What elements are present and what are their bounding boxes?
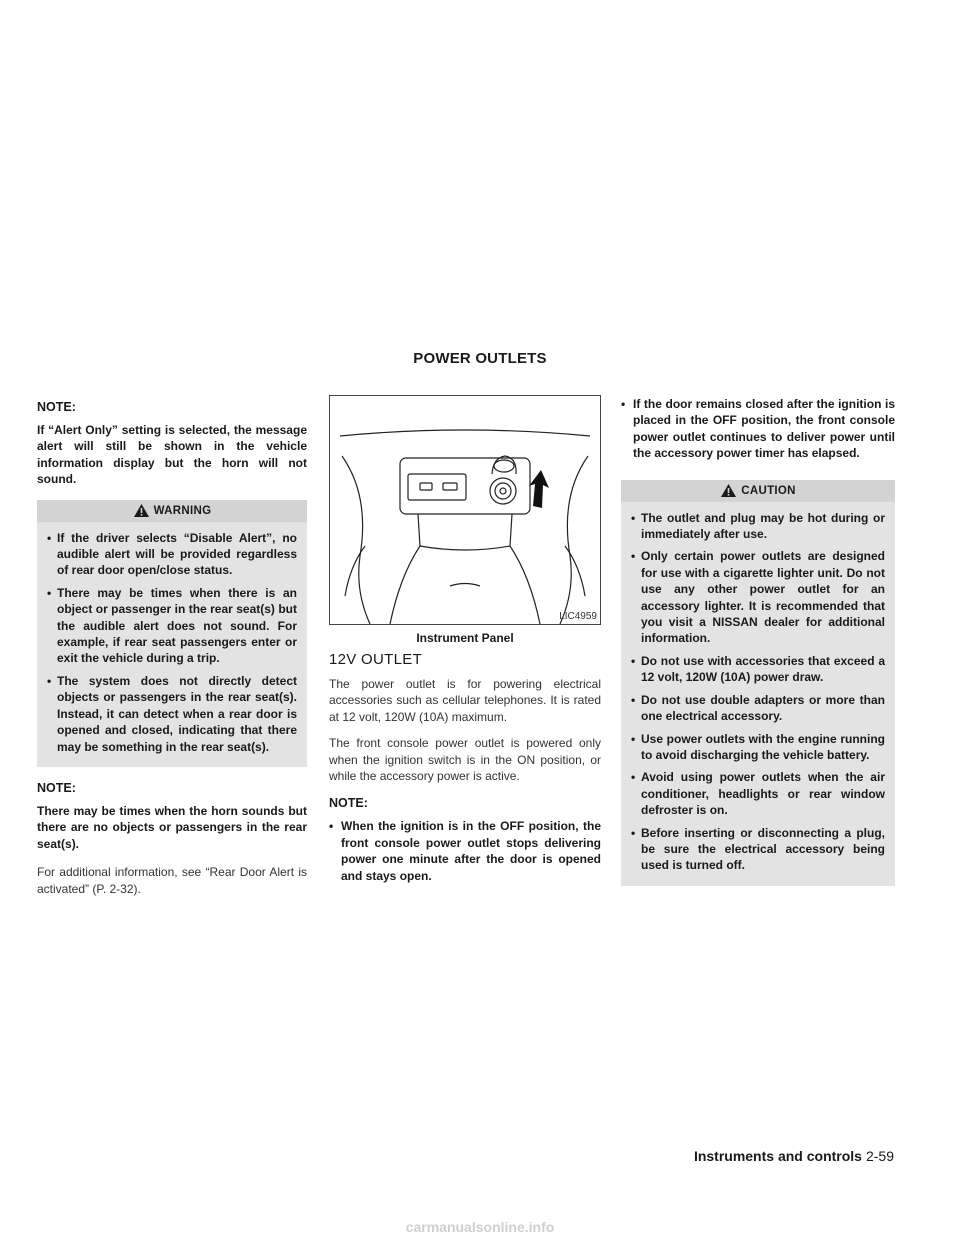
paragraph: The front console power outlet is powered only when the ignition switch is in the ON position, or while the accessory power is active. [329,736,601,784]
list-item: • The system does not directly detect objects or passengers in the rear seat(s). Instead, it can detect when a rear door is opened and closed, indicating that there may be something in the rear seat(s). [47,673,297,755]
warning-box [37,500,307,767]
instrument-panel-figure [329,395,601,625]
figure-code: LIC4959 [559,611,597,622]
note-text: If “Alert Only” setting is selected, the message alert will still be shown in the vehicle information display but the horn will not sound. [37,423,307,487]
list-item: • Do not use double adapters or more than one electrical accessory. [631,692,885,725]
note-list [621,396,895,462]
instrument-panel-illustration [330,396,600,624]
warning-list [37,522,307,755]
note-label: NOTE: [37,780,76,795]
caution-icon [720,483,737,498]
list-item: • Do not use with accessories that exceed a 12 volt, 120W (10A) power draw. [631,653,885,686]
reference-text: For additional information, see “Rear Door Alert is activated” (P. 2-32). [37,865,307,896]
warning-header [37,500,307,522]
page-footer [694,1148,894,1164]
page-number: 2-59 [865,1148,894,1164]
list-item: • If the door remains closed after the ignition is placed in the OFF position, the front console power outlet continues to deliver power until the accessory power timer has elapsed. [621,396,895,462]
caution-header [621,480,895,502]
list-item: • Before inserting or disconnecting a plug, be sure the electrical accessory being used is turned off. [631,825,885,874]
column-middle [329,395,601,892]
list-item: • Use power outlets with the engine running to avoid discharging the vehicle battery. [631,731,885,764]
note-list [329,818,601,884]
warning-icon [133,503,150,518]
column-left [37,400,307,907]
column-right [621,397,895,900]
list-item: • Only certain power outlets are designed for use with a cigarette lighter unit. Do not use any other power outlet for an accessory lighter. It is recommended that you visit a NISSAN dealer for additional information. [631,548,885,646]
subsection-heading: 12V OUTLET [329,651,423,668]
note-label: NOTE: [329,796,368,811]
figure-caption: Instrument Panel [416,631,514,645]
note-label: NOTE: [37,400,76,414]
warning-title: WARNING [153,504,212,517]
caution-box [621,480,895,886]
list-item: • If the driver selects “Disable Alert”, no audible alert will be provided regardless of rear door open/close status. [47,530,297,579]
list-item: • The outlet and plug may be hot during or immediately after use. [631,510,885,543]
watermark: carmanualsonline.info [405,1219,555,1235]
chapter-title: Instruments and controls [693,1148,862,1164]
section-title: POWER OUTLETS [413,350,547,367]
paragraph: The power outlet is for powering electrical accessories such as cellular telephones. It is rated at 12 volt, 120W (10A) maximum. [329,677,601,724]
note-text: There may be times when the horn sounds but there are no objects or passengers in the rear seat(s). [37,803,307,851]
caution-list [621,502,895,874]
list-item: • Avoid using power outlets when the air conditioner, headlights or rear window defroster is on. [631,769,885,818]
caution-title: CAUTION [741,484,796,497]
list-item: • There may be times when there is an object or passenger in the rear seat(s) but the audible alert does not sound. For example, if rear seat passengers enter or exit the vehicle during a trip. [47,585,297,667]
list-item: • When the ignition is in the OFF position, the front console power outlet stops delivering power one minute after the door is opened and stays open. [329,818,601,884]
